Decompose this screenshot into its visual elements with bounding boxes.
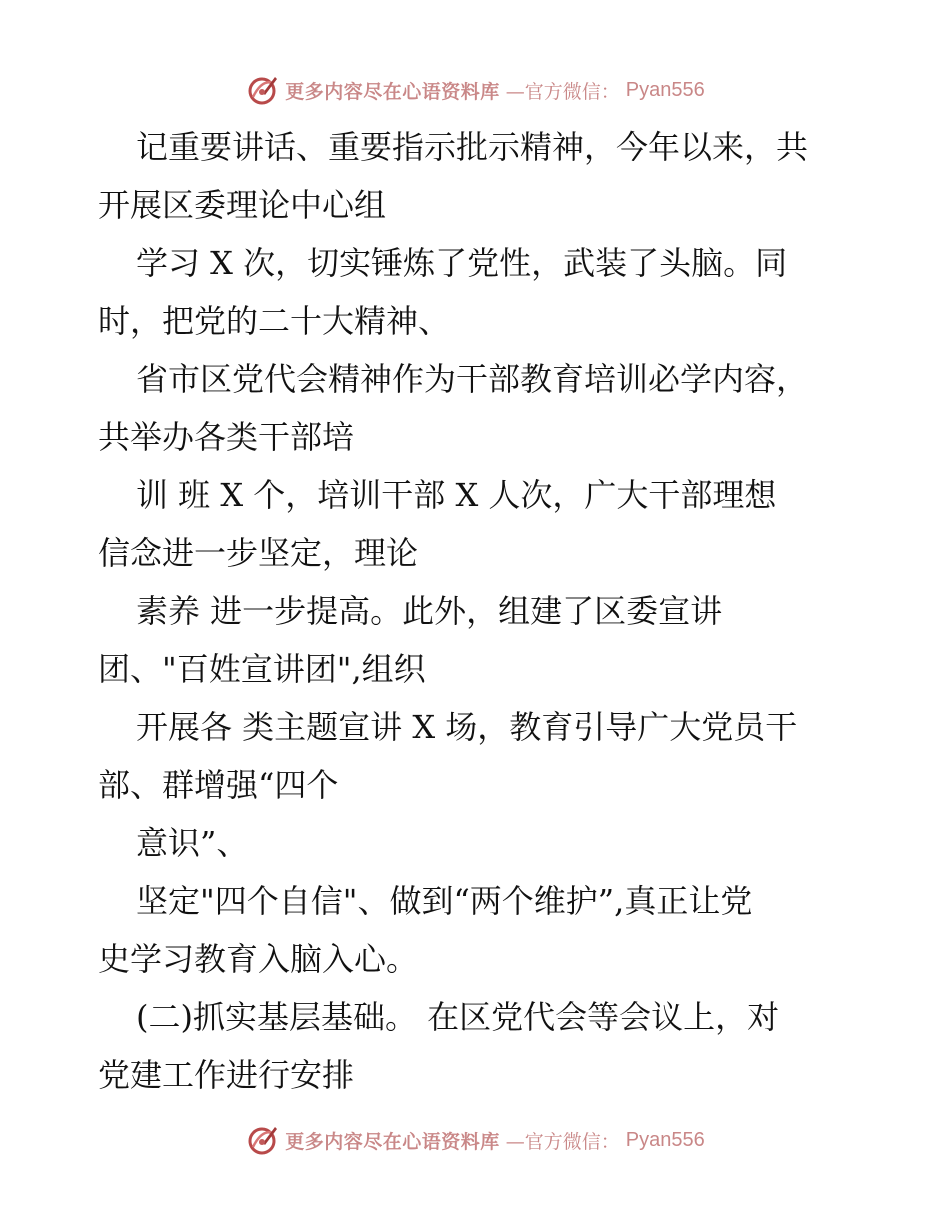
footer-brand-inner xyxy=(245,1123,705,1157)
body-text-line: 部、群增强“四个 xyxy=(98,766,339,804)
header-brand-banner xyxy=(0,72,950,108)
body-text-line: 学习 X 次，切实锤炼了党性，武装了头脑。同 xyxy=(136,244,788,282)
header-brand-inner xyxy=(245,73,705,107)
body-text-line: 开展各 类主题宣讲 X 场，教育引导广大党员干 xyxy=(136,708,798,746)
body-text-line: 记重要讲话、重要指示批示精神，今年以来，共 xyxy=(136,128,809,166)
footer-wechat-id: Pyan556 xyxy=(625,1128,705,1151)
footer-brand-separator: —官方微信： xyxy=(505,1130,620,1153)
body-text-line: 开展区委理论中心组 xyxy=(98,186,387,224)
body-text-line: 素养 进一步提高。此外，组建了区委宣讲 xyxy=(136,592,723,630)
body-text-line: 史学习教育入脑入心。 xyxy=(98,940,419,978)
body-text-line: 共举办各类干部培 xyxy=(98,418,355,456)
body-text-line: 坚定"四个自信"、做到“两个维护”,真正让党 xyxy=(136,882,753,920)
body-text-line: 信念进一步坚定，理论 xyxy=(98,534,419,572)
body-text-line: 意识”、 xyxy=(136,824,249,862)
body-text-line: 时，把党的二十大精神、 xyxy=(98,302,451,340)
header-brand-text: 更多内容尽在心语资料库 xyxy=(285,80,500,103)
body-text-line: 党建工作进行安排 xyxy=(98,1056,355,1094)
header-brand-separator: —官方微信： xyxy=(505,80,620,103)
body-text-line: (二)抓实基层基础。 在区党代会等会议上，对 xyxy=(136,998,780,1036)
footer-brand-banner xyxy=(0,1122,950,1158)
header-wechat-id: Pyan556 xyxy=(625,78,705,101)
body-text-line: 团、"百姓宣讲团",组织 xyxy=(98,650,426,688)
pen-swirl-logo-icon xyxy=(245,73,279,107)
pen-swirl-logo-icon xyxy=(245,1123,279,1157)
footer-brand-text: 更多内容尽在心语资料库 xyxy=(285,1130,500,1153)
body-text-line: 省市区党代会精神作为干部教育培训必学内容， xyxy=(136,360,809,398)
body-text-line: 训 班 X 个，培训干部 X 人次，广大干部理想 xyxy=(136,476,777,514)
document-body xyxy=(98,118,858,1104)
